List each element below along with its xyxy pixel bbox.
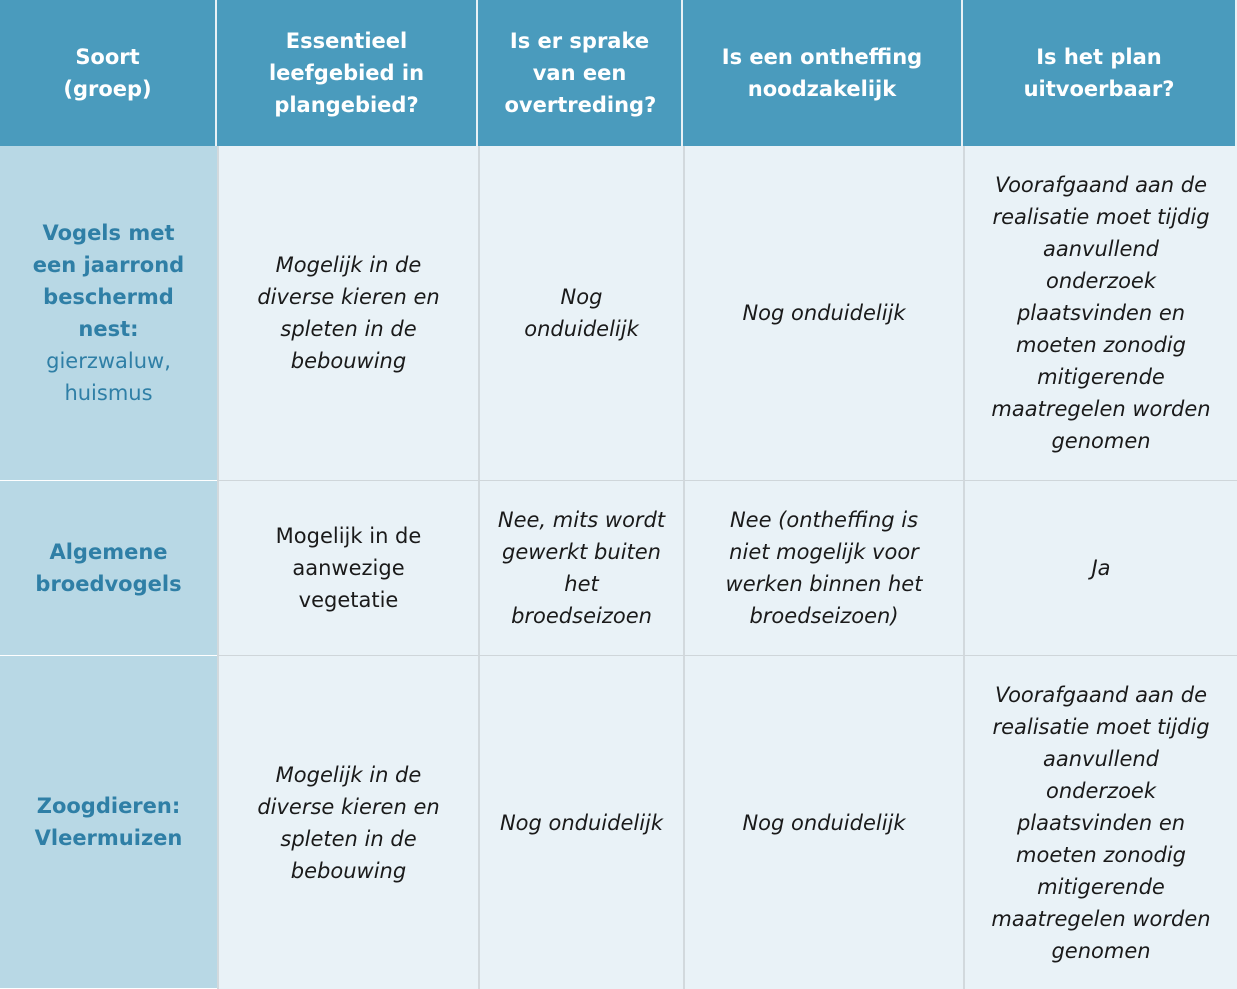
row-3-leefgebied	[217, 656, 478, 989]
row-3-species-name: Zoogdieren: Vleermuizen	[34, 794, 183, 850]
header-leefgebied-label: Essentieel leefgebied in plangebied?	[268, 29, 425, 117]
row-3-leefgebied-text: Mogelijk in de diverse kieren en spleten in de bebouwing	[257, 762, 440, 883]
row-2-ontheffing	[683, 481, 963, 656]
row-2-overtreding-text: Nee, mits wordt gewerkt buiten het broedseizoen	[497, 508, 666, 628]
row-1-overtreding	[478, 146, 683, 481]
header-overtreding	[478, 0, 683, 146]
row-1-leefgebied-text: Mogelijk in de diverse kieren en spleten in de bebouwing	[257, 253, 440, 373]
header-overtreding-label: Is er sprake van een overtreding?	[504, 29, 657, 117]
row-3-overtreding-text: Nog onduidelijk	[499, 810, 664, 835]
header-ontheffing	[683, 0, 963, 146]
row-2-leefgebied	[217, 481, 478, 656]
header-uitvoerbaar	[963, 0, 1237, 146]
header-leefgebied	[217, 0, 478, 146]
row-1-uitvoerbaar-text: Voorafgaand aan de realisatie moet tijdig aanvullend onderzoek plaatsvinden en moeten zonodig mitigerende maatregelen worden genomen	[991, 173, 1211, 453]
row-2-uitvoerbaar-text: Ja	[1091, 556, 1111, 580]
header-soort-label: Soort (groep)	[63, 45, 152, 101]
row-3-uitvoerbaar-text: Voorafgaand aan de realisatie moet tijdig aanvullend onderzoek plaatsvinden en moeten zonodig mitigerende maatregelen worden genomen	[991, 682, 1211, 963]
row-3-ontheffing	[683, 656, 963, 989]
header-soort	[0, 0, 217, 146]
row-1-species-name: Vogels met een jaarrond beschermd nest:	[32, 221, 185, 341]
row-1-species-examples: gierzwaluw, huismus	[46, 349, 171, 405]
row-1-uitvoerbaar	[963, 146, 1237, 481]
row-1-ontheffing-text: Nog onduidelijk	[742, 301, 906, 325]
row-2-leefgebied-text: Mogelijk in de aanwezige vegetatie	[275, 524, 422, 612]
header-uitvoerbaar-label: Is het plan uitvoerbaar?	[1023, 45, 1175, 101]
row-3-overtreding	[478, 656, 683, 989]
row-3-uitvoerbaar	[963, 656, 1237, 989]
row-2-species-name: Algemene broedvogels	[35, 540, 182, 596]
row-2-overtreding	[478, 481, 683, 656]
row-3-ontheffing-text: Nog onduidelijk	[742, 810, 906, 835]
header-ontheffing-label: Is een ontheffing noodzakelijk	[721, 45, 923, 101]
row-1-ontheffing	[683, 146, 963, 481]
row-1-leefgebied	[217, 146, 478, 481]
row-1-overtreding-text: Nog onduidelijk	[524, 285, 639, 341]
row-2-ontheffing-text: Nee (ontheffing is niet mogelijk voor werken binnen het broedseizoen)	[725, 508, 923, 628]
row-1-species	[0, 146, 217, 481]
row-3-species	[0, 656, 217, 989]
row-2-uitvoerbaar	[963, 481, 1237, 656]
row-2-species	[0, 481, 217, 656]
